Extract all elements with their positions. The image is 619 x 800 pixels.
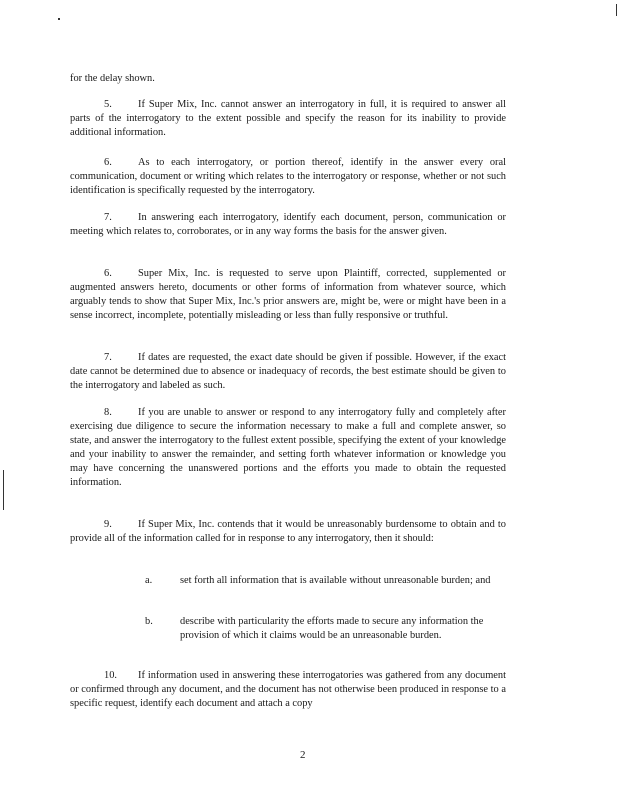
subitem-a [145,574,505,604]
paragraph-7 [70,211,506,239]
paragraph-5 [70,98,506,140]
paragraph-number: 6. [104,157,112,168]
paragraph-text: As to each interrogatory, or portion thereof, identify in the answer every oral communication, document or writing which relates to the interrogatory or response, whether or not such identification is specifically requested by the interrogatory. [70,157,506,197]
paragraph-text: In answering each interrogatory, identify each document, person, communication or meeting which relates to, corroborates, or in any way forms the basis for the answer given. [70,212,506,238]
paragraph-8 [70,406,506,491]
paragraph-text: If Super Mix, Inc. contends that it would be unreasonably burdensome to obtain and to provide all of the information called for in response to any interrogatory, then it should: [70,519,506,545]
paragraph-number: 8. [104,407,112,418]
paragraph-7b [70,351,506,393]
subitem-label: b. [145,616,153,627]
subitem-label: a. [145,575,153,586]
paragraph-number: 7. [104,212,112,223]
paragraph-number: 7. [104,352,112,363]
paragraph-number: 9. [104,519,112,530]
paragraph-number: 5. [104,99,112,110]
paragraph-text: If you are unable to answer or respond to any interrogatory fully and completely after exercising due diligence to secure the information necessary to make a full and complete answer, so state, and answer the interrogatory to the fullest extent possible, specifying the extent of your knowledge and your inability to answer the remainder, and setting forth whatever information or knowledge you may have concerning the unanswered portions and the efforts you made to obtain the requested information. [70,407,506,489]
lead-in-text: for the delay shown. [70,73,155,84]
scan-speck [616,4,617,16]
paragraph-text: If dates are requested, the exact date should be given if possible. However, if the exact date cannot be determined due to absence or inadequacy of records, the best estimate should be given to the interrogatory and labeled as such. [70,352,506,392]
paragraph-text: If Super Mix, Inc. cannot answer an interrogatory in full, it is required to answer all parts of the interrogatory to the extent possible and specify the reason for its inability to provide additional information. [70,99,506,139]
subitem-b [145,615,505,659]
scan-speck [58,18,60,20]
paragraph-10 [70,669,506,711]
subitem-text: set forth all information that is available without unreasonable burden; and [180,575,491,586]
paragraph-6 [70,156,506,198]
subitem-text: describe with particularity the efforts made to secure any information the provision of which it claims would be an unreasonable burden. [180,616,484,642]
paragraph-number: 10. [104,670,117,681]
paragraph-9 [70,518,506,546]
paragraph-text: Super Mix, Inc. is requested to serve upon Plaintiff, corrected, supplemented or augmented answers hereto, documents or other forms of information from whatever source, which arguably tends to show that Super Mix, Inc.'s prior answers are, might be, were or might have been in a sense incorrect, incomplete, potentially misleading or less than fully responsive or truthful. [70,268,506,322]
scan-speck [3,470,4,510]
paragraph-number: 6. [104,268,112,279]
paragraph-6b [70,267,506,323]
paragraph-text: If information used in answering these interrogatories was gathered from any document or confirmed through any document, and the document has not otherwise been produced in response to a specific request, identify each document and attach a copy [70,670,506,710]
page-number: 2 [300,749,306,761]
